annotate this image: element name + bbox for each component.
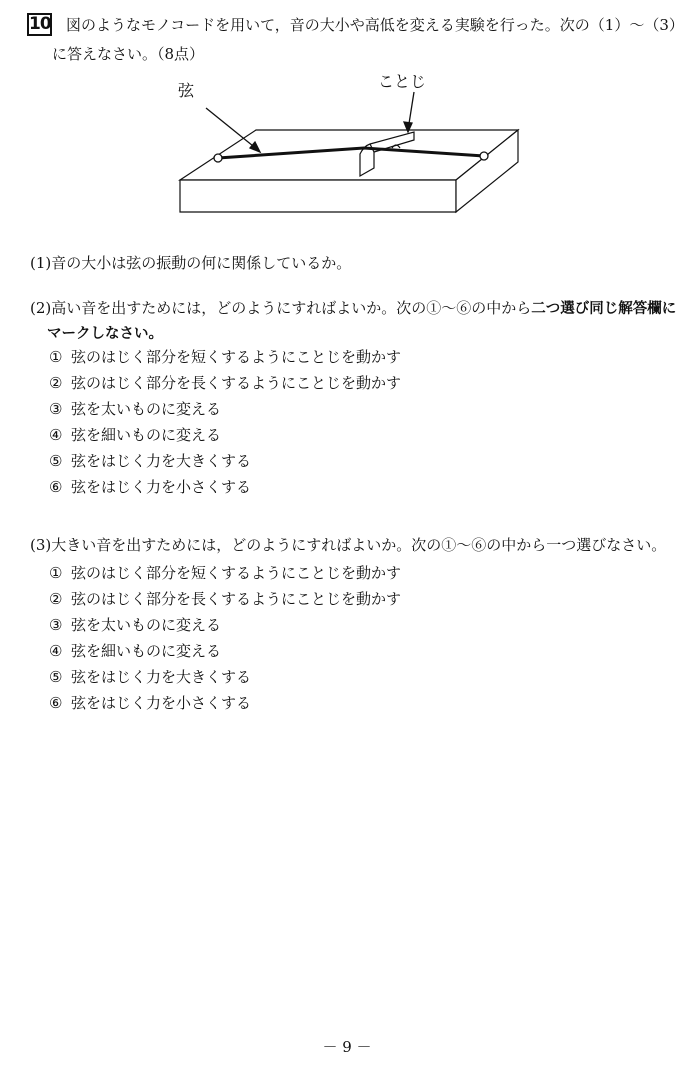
option-number: ② [49,590,63,608]
question-2-emphasis-b: マークしなさい。 [47,326,163,342]
monochord-figure [160,68,540,228]
option-text: 弦を太いものに変える [71,616,222,634]
option-number: ③ [49,400,63,418]
option-number: ⑤ [49,668,63,686]
option-item [49,666,401,692]
option-number: ⑥ [49,694,63,712]
monochord-drawing [160,68,540,228]
board-front-face [180,180,456,212]
string-peg-right [480,152,488,160]
question-2-emphasis-a: 二つ選び同じ解答欄に [531,301,677,317]
option-item [49,692,401,718]
question-2-options [49,346,401,502]
page-number: － 9 － [322,1038,372,1056]
option-text: 弦をはじく力を大きくする [71,668,252,686]
question-3-text: (3)大きい音を出すためには，どのようにすればよいか。次の①～⑥の中から一つ選びなさい。 [30,536,667,554]
option-item [49,476,401,502]
question-2-prompt: (2)高い音を出すためには，どのようにすればよいか。次の①～⑥の中から [30,299,532,317]
string-label-arrow [206,108,258,150]
option-item [49,424,401,450]
question-intro-line2: に答えなさい。（8点） [52,45,205,63]
figure-label-bridge: ことじ [378,72,427,91]
option-number: ② [49,374,63,392]
option-text: 弦のはじく部分を長くするようにことじを動かす [71,374,402,392]
option-text: 弦を太いものに変える [71,400,222,418]
option-text: 弦をはじく力を大きくする [71,452,252,470]
option-number: ③ [49,616,63,634]
option-text: 弦のはじく部分を短くするようにことじを動かす [71,348,402,366]
option-item [49,450,401,476]
option-number: ⑥ [49,478,63,496]
option-text: 弦をはじく力を小さくする [71,478,252,496]
option-item [49,398,401,424]
option-item [49,372,401,398]
option-number: ⑤ [49,452,63,470]
option-item [49,614,401,640]
question-1-text: (1)音の大小は弦の振動の何に関係しているか。 [30,254,352,272]
question-2-text [30,297,676,318]
option-text: 弦をはじく力を小さくする [71,694,252,712]
option-item [49,562,401,588]
option-item [49,588,401,614]
option-number: ④ [49,426,63,444]
option-item [49,640,401,666]
string-peg-left [214,154,222,162]
option-text: 弦のはじく部分を短くするようにことじを動かす [71,564,402,582]
question-3-options [49,562,401,718]
option-text: 弦のはじく部分を長くするようにことじを動かす [71,590,402,608]
option-item [49,346,401,372]
figure-label-string: 弦 [178,81,195,100]
question-intro-line1: 図のようなモノコードを用いて，音の大小や高低を変える実験を行った。次の（1）～（3） [66,16,684,34]
option-number: ① [49,348,63,366]
option-text: 弦を細いものに変える [71,642,222,660]
option-text: 弦を細いものに変える [71,426,222,444]
option-number: ④ [49,642,63,660]
option-number: ① [49,564,63,582]
question-number-box: 10 [29,14,51,34]
